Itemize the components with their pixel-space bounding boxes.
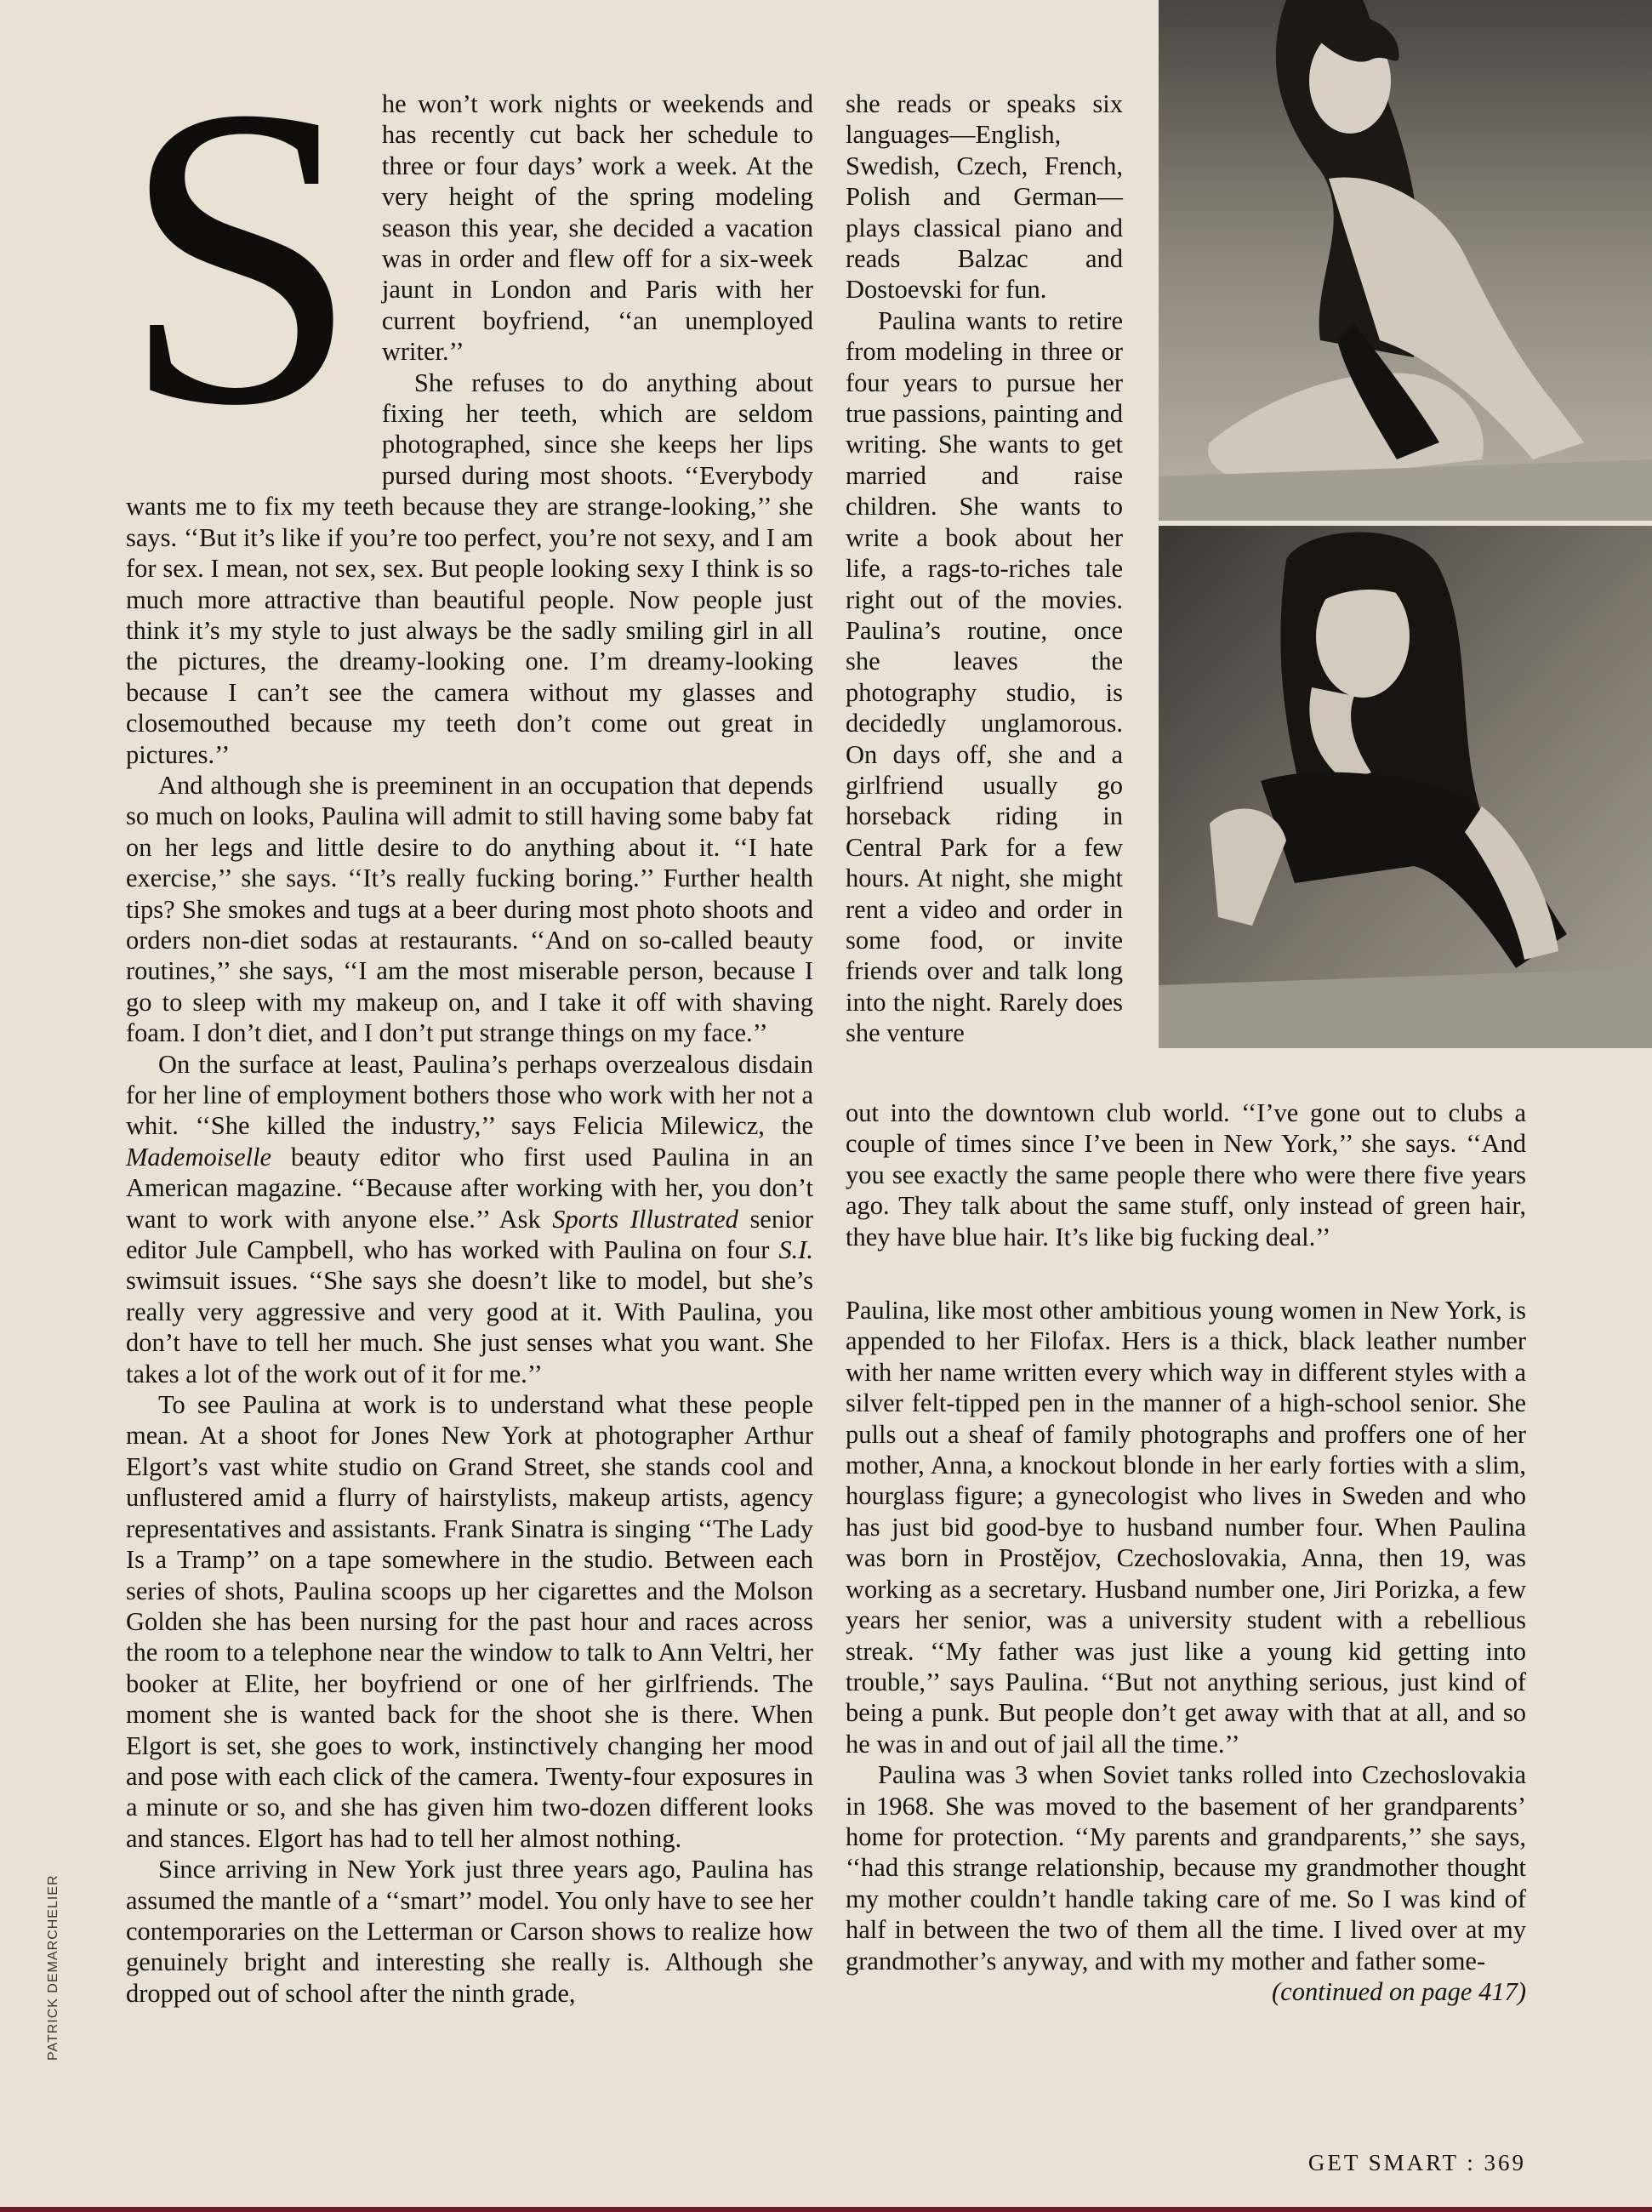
- bottom-edge-bar: [0, 2207, 1652, 2212]
- paragraph: On the surface at least, Paulina’s perhaps overzealous disdain for her line of employment bothers those who work with her not a whit. ‘‘She killed the industry,’’ says Felicia Milewicz, the Mademoiselle beauty editor who first used Paulina in an American magazine. ‘‘Because after working with her, you don’t want to work with anyone else.’’ Ask Sports Illustrated senior editor Jule Campbell, who has worked with Paulina on four S.I. swimsuit issues. ‘‘She says she doesn’t like to model, but she’s really very aggressive and very good at it. With Paulina, you don’t have to tell her much. She just senses what you want. She takes a lot of the work out of it for me.’’: [126, 1049, 813, 1388]
- paragraph: Paulina wants to retire from modeling in three or four years to pursue her true passions, painting and writing. She wants to get married and raise children. She wants to write a book about her life, a rags-to-riches tale right out of the movies. Paulina’s routine, once she leaves the photography studio, is decidedly unglamorous. On days off, she and a girlfriend usually go horseback riding in Central Park for a few hours. At night, she might rent a video and order in some food, or invite friends over and talk long into the night. Rarely does she venture: [846, 305, 1123, 1048]
- paragraph: She refuses to do anything about fixing her teeth, which are seldom photographed, since she keeps her lips pursed during most shoots. ‘‘Everybody wants me to fix my teeth because they are strange-looking,’’ she says. ‘‘But it’s like if you’re too perfect, you’re not sexy, and I am for sex. I mean, not sex, sex. But people looking sexy I think is so much more attractive than beautiful people. Now people just think it’s my style to just always be the sadly smiling girl in all the pictures, the dreamy-looking one. I’m dreamy-looking because I can’t see the camera without my glasses and closemouthed because my teeth don’t come out great in pictures.’’: [126, 368, 813, 769]
- magazine-name: Mademoiselle: [126, 1142, 272, 1172]
- paragraph: Since arriving in New York just three years ago, Paulina has assumed the mantle of a ‘‘smart’’ model. You only have to see her contemporaries on the Letterman or Carson shows to realize how genuinely bright and interesting she really is. Although she dropped out of school after the ninth grade,: [126, 1855, 813, 2008]
- photo-seated-model: [1159, 0, 1652, 521]
- paragraph: out into the downtown club world. ‘‘I’ve gone out to clubs a couple of times since I’ve been in New York,’’ she says. ‘‘And you see exactly the same people there who were there five years ago. They talk about the same stuff, only instead of green hair, they have blue hair. It’s like big fucking deal.’’: [846, 1098, 1526, 1251]
- paragraph: And although she is preeminent in an occupation that depends so much on looks, Paulina will admit to still having some baby fat on her legs and little desire to do anything about it. ‘‘I hate exercise,’’ she says. ‘‘It’s really fucking boring.’’ Further health tips? She smokes and tugs at a beer during most photo shoots and orders non-diet sodas at restaurants. ‘‘And on so-called beauty routines,’’ she says, ‘‘I am the most miserable person, because I go to sleep with my makeup on, and I take it off with shaving foam. I don’t diet, and I don’t put strange things on my face.’’: [126, 770, 813, 1048]
- article-column-narrow: [846, 88, 1123, 1049]
- drop-cap: S: [121, 19, 360, 494]
- paragraph: she reads or speaks six languages—English, Swedish, Czech, French, Polish and German—plays classical piano and reads Balzac and Dostoevski for fun.: [846, 89, 1123, 305]
- article-column-left: [121, 19, 813, 2009]
- magazine-name: Sports Illustrated: [552, 1204, 738, 1234]
- paragraph: Paulina was 3 when Soviet tanks rolled into Czechoslovakia in 1968. She was moved to the basement of her grandparents’ home for protection. ‘‘My parents and grandparents,’’ she says, ‘‘had this strange relationship, because my grandmother thought my mother couldn’t handle taking care of me. So I was kind of half in between the two of them all the time. I lived over at my grandmother’s anyway, and with my mother and father some- (continued on page 417): [846, 1760, 1526, 2006]
- paragraph: To see Paulina at work is to understand what these people mean. At a shoot for Jones New York at photographer Arthur Elgort’s vast white studio on Grand Street, she stands cool and unflustered amid a flurry of hairstylists, makeup artists, agency representatives and assistants. Frank Sinatra is singing ‘‘The Lady Is a Tramp’’ on a tape somewhere in the studio. Between each series of shots, Paulina scoops up her cigarettes and the Molson Golden she has been nursing for the past hour and races across the room to a telephone near the window to talk to Ann Veltri, her booker at Elite, her boyfriend or one of her girlfriends. The moment she is wanted back for the shoot she is there. When Elgort is set, she goes to work, instinctively changing her mood and pose with each click of the camera. Twenty-four exposures in a minute or so, and she has given him two-dozen different looks and stances. Elgort has had to tell her almost nothing.: [126, 1390, 813, 1853]
- photo-model-chin-on-hand: [1159, 526, 1652, 1048]
- paragraph: he won’t work nights or weekends and has recently cut back her schedule to three or four days’ work a week. At the very height of the spring modeling season this year, she decided a vacation was in order and flew off for a six-week jaunt in London and Paris with her current boyfriend, ‘‘an unemployed writer.’’: [381, 89, 813, 367]
- magazine-name: S.I.: [778, 1235, 813, 1265]
- article-column-right: [846, 1097, 1526, 2007]
- photo-credit: PATRICK DEMARCHELIER: [46, 1874, 60, 2061]
- page-folio: GET SMART : 369: [1307, 2150, 1526, 2175]
- paragraph: Paulina, like most other ambitious young women in New York, is appended to her Filofax. Hers is a thick, black leather number with her name written every which way in different styles with a silver felt-tipped pen in the manner of a high-school senior. She pulls out a sheaf of family photographs and proffers one of her mother, Anna, a knockout blonde in her early forties with a slim, hourglass figure; a gynecologist who lives in Sweden and who has just bid good-bye to husband number four. When Paulina was born in Prostějov, Czechoslovakia, Anna, then 19, was working as a secretary. Husband number one, Jiri Porizka, a few years her senior, was a university student with a rebellious streak. ‘‘My father was just like a young kid getting into trouble,’’ says Paulina. ‘‘But not anything serious, just kind of being a punk. But people don’t get away with that at all, and so he was in and out of jail all the time.’’: [846, 1296, 1526, 1759]
- continued-note: (continued on page 417): [1272, 1976, 1526, 2006]
